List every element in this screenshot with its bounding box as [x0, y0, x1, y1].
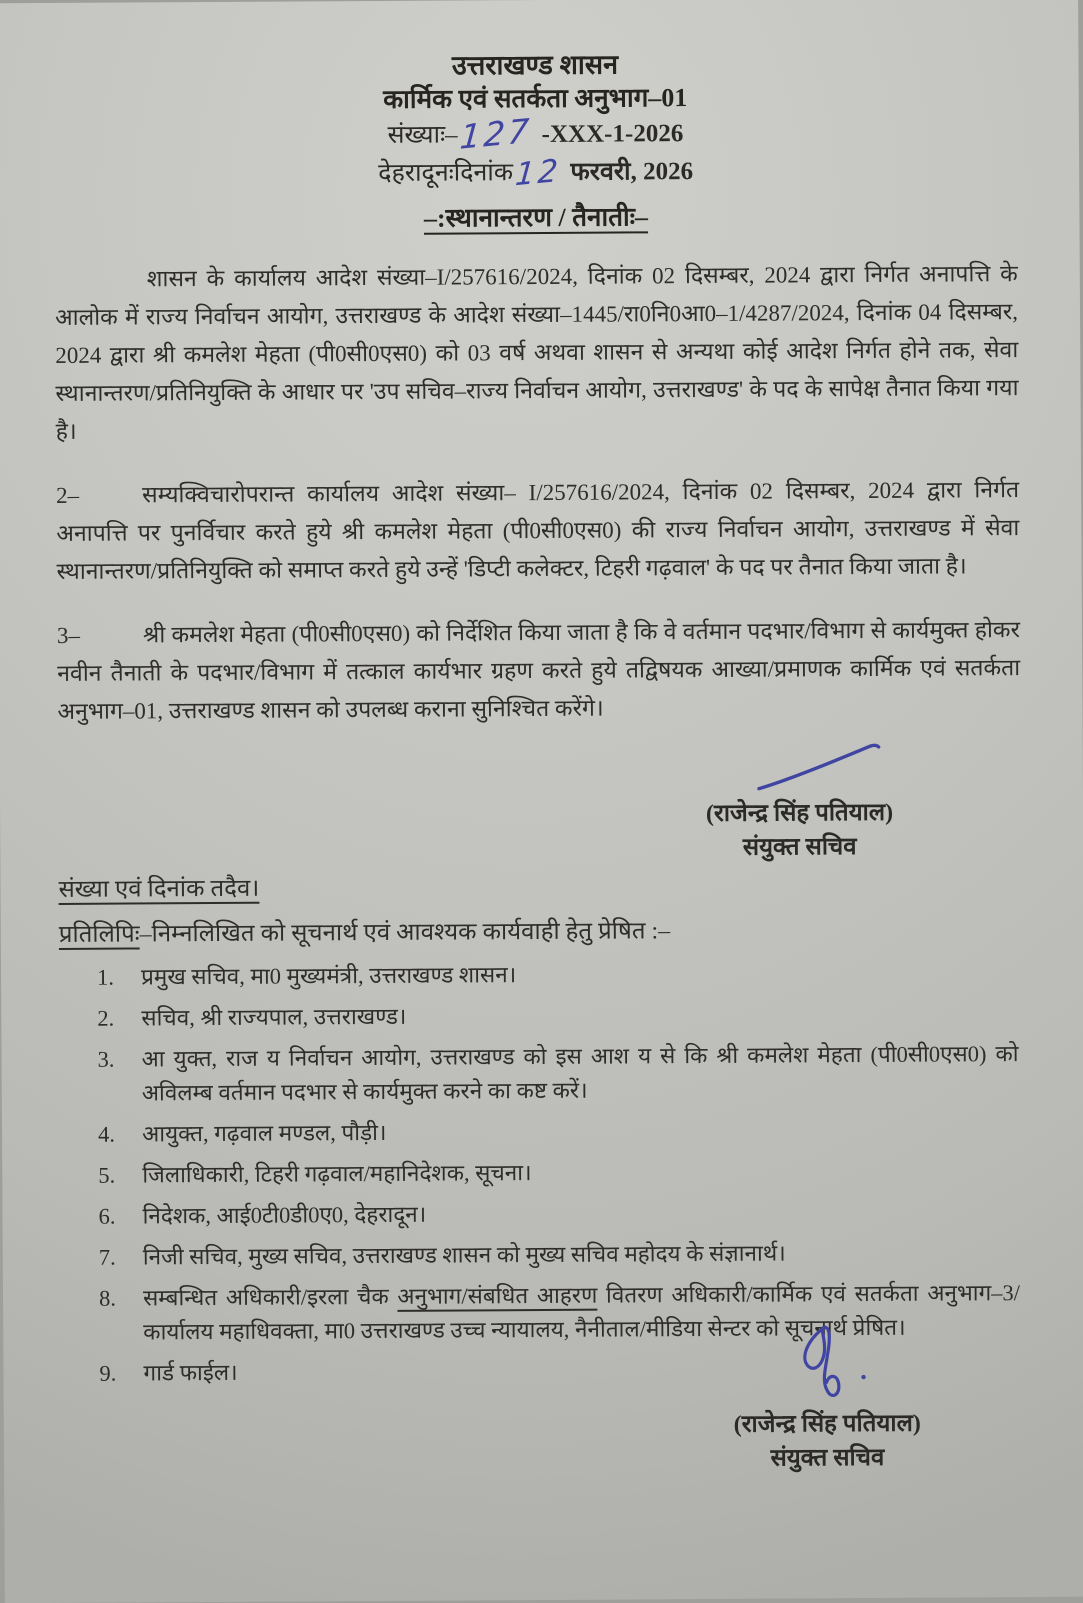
copy-to-line: प्रतिलिपिः–निम्नलिखित को सूचनार्थ एवं आवश्यक कार्यवाही हेतु प्रेषित :–: [58, 918, 671, 948]
same-number-date-line: संख्या एवं दिनांक तदैव।: [58, 875, 260, 903]
date-line: [54, 151, 1017, 195]
date-suffix: फरवरी, 2026: [570, 158, 694, 186]
copy-label: प्रतिलिपिः: [58, 921, 140, 948]
recipient-item: 5. जिलाधिकारी, टिहरी गढ़वाल/महानिदेशक, सूचना।: [98, 1160, 532, 1188]
order-body: [55, 255, 1021, 731]
handwritten-ref-number: 127: [458, 110, 534, 157]
date-prefix: देहरादूनःदिनांक: [378, 159, 514, 187]
signatory-name: (राजेन्द्र सिंह पतियाल): [733, 1410, 921, 1438]
paragraph-number: 3–: [56, 622, 81, 648]
signatory-name: (राजेन्द्र सिंह पतियाल): [705, 799, 894, 827]
signature-mark: [753, 740, 885, 793]
underlined-phrase: अनुभाग/संबधित आहरण: [397, 1282, 598, 1309]
recipient-item: 1. प्रमुख सचिव, मा0 मुख्यमंत्री, उत्तराखण्ड शासन।: [96, 962, 517, 990]
signatory-designation: संयुक्त सचिव: [770, 1444, 885, 1472]
recipient-item: 8. सम्बन्धित अधिकारी/इरला चैक अनुभाग/संबधित आहरण वितरण अधिकारी/कार्मिक एवं सतर्कता अनुभाग–3/कार्यालय महाधिवक्ता, मा0 उत्तराखण्ड उच्च न्यायालय, नैनीताल/मीडिया सेन्टर को सूचनार्थ प्रेषित।: [98, 1280, 1021, 1345]
signatory-designation: संयुक्त सचिव: [742, 834, 857, 861]
recipient-item: 6. निदेशक, आई0टी0डी0ए0, देहरादून।: [98, 1201, 427, 1229]
ref-number-prefix: संख्याः–: [387, 121, 458, 149]
signature-block-bottom: [733, 1319, 921, 1476]
org-name: उत्तराखण्ड शासन: [451, 49, 619, 81]
order-paragraph-3: 3– श्री कमलेश मेहता (पी0सी0एस0) को निर्देशित किया जाता है कि वे वर्तमान पदभार/विभाग से कार्यमुक्त होकर नवीन तैनाती के पदभार/विभाग में तत्काल कार्यभार ग्रहण करते हुये तद्विषयक आख्या/प्रमाणक कार्मिक एवं सतर्कता अनुभाग–01, उत्तराखण्ड शासन को उपलब्ध कराना सुनिश्चित करेंगे।: [56, 617, 1021, 724]
recipient-item: 3. आ युक्त, राज य निर्वाचन आयोग, उत्तराखण्ड को इस आश य से कि श्री कमलेश मेहता (पी0सी0एस0) को अविलम्ब वर्तमान पदभार से कार्यमुक्त करने का कष्ट करें।: [97, 1041, 1019, 1106]
signature-block-top: [706, 740, 894, 865]
recipient-item: 4. आयुक्त, गढ़वाल मण्डल, पौड़ी।: [97, 1119, 387, 1147]
recipient-item: 2. सचिव, श्री राज्यपाल, उत्तराखण्ड।: [97, 1003, 407, 1031]
recipient-item: 7. निजी सचिव, मुख्य सचिव, उत्तराखण्ड शासन को मुख्य सचिव महोदय के संज्ञानार्थ।: [98, 1240, 786, 1270]
recipient-item: 9. गार्ड फाईल।: [99, 1359, 238, 1386]
dept-name: कार्मिक एवं सतर्कता अनुभाग–01: [383, 83, 688, 114]
ref-number-line: [54, 110, 1017, 157]
ref-number-suffix: -XXX-1-2026: [541, 120, 684, 148]
signature-mark: [778, 1319, 889, 1408]
paragraph-number: 2–: [56, 482, 80, 508]
distribution-section: [58, 867, 1024, 1391]
order-paragraph-1: शासन के कार्यालय आदेश संख्या–I/257616/2024, दिनांक 02 दिसम्बर, 2024 द्वारा निर्गत अनापत्ति के आलोक में राज्य निर्वाचन आयोग, उत्तराखण्ड के आदेश संख्या–1445/रा0नि0आ0–1/4287/2024, दिनांक 04 दिसम्बर, 2024 द्वारा श्री कमलेश मेहता (पी0सी0एस0) को 03 वर्ष अथवा शासन से अन्यथा कोई आदेश निर्गत होने तक, सेवा स्थानान्तरण/प्रतिनियुक्ति के आधार पर 'उप सचिव–राज्य निर्वाचन आयोग, उत्तराखण्ड' के पद के सापेक्ष तैनात किया गया है।: [54, 261, 1019, 444]
handwritten-date: 12: [513, 152, 562, 194]
order-paragraph-2: 2– सम्यक्विचारोपरान्त कार्यालय आदेश संख्या– I/257616/2024, दिनांक 02 दिसम्बर, 2024 द्वारा निर्गत अनापत्ति पर पुनर्विचार करते हुये श्री कमलेश मेहता (पी0सी0एस0) की राज्य निर्वाचन आयोग, उत्तराखण्ड में सेवा स्थानान्तरण/प्रतिनियुक्ति को समाप्त करते हुये उन्हें 'डिप्टी कलेक्टर, टिहरी गढ़वाल' के पद पर तैनात किया जाता है।: [56, 477, 1020, 584]
letterhead: [53, 45, 1017, 239]
subject-title: –:स्थानान्तरण / तैनातीः–: [423, 202, 649, 233]
